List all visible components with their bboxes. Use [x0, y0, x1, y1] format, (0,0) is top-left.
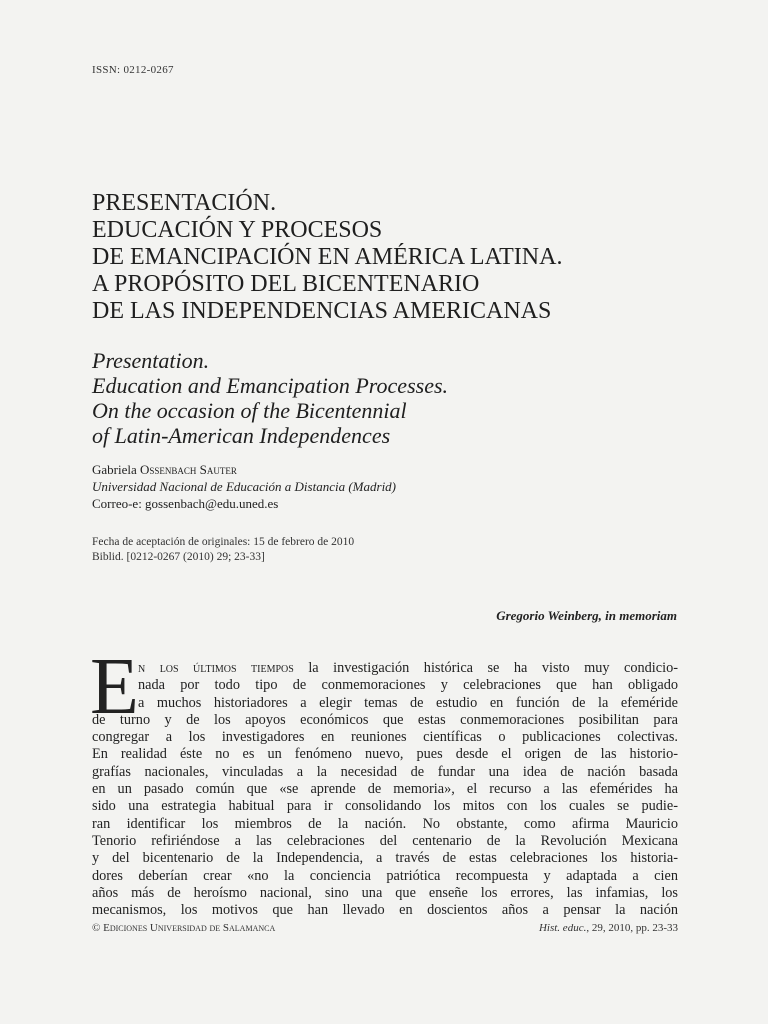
title-line: On the occasion of the Bicentennial: [92, 398, 407, 423]
body-line: congregar a los investigadores en reuniones científicas o publicaciones colectivas.: [92, 729, 678, 746]
body-line: En realidad éste no es un fenómeno nuevo, pues desde el origen de las historio-: [92, 746, 678, 763]
body-line: ran identificar los miembros de la nación. No obstante, como afirma Mauricio: [92, 815, 678, 832]
first-line-rest: la investigación histórica se ha visto muy condicio-: [293, 660, 678, 676]
author-email: Correo-e: gossenbach@edu.uned.es: [92, 496, 279, 511]
biblid: Biblid. [0212-0267 (2010) 29; 23-33]: [92, 551, 265, 563]
title-line: of Latin-American Independences: [92, 423, 391, 448]
body-line: en un pasado común que «se aprende de memoria», el recurso a las efemérides ha: [92, 781, 678, 798]
body-line: nada por todo tipo de conmemoraciones y celebraciones que han obligado: [138, 677, 678, 694]
author-surname: Ossenbach Sauter: [140, 462, 237, 477]
lead-smallcaps: n los últimos tiempos: [138, 660, 294, 676]
citation-details: , 29, 2010, pp. 23-33: [586, 922, 678, 934]
author-name: [92, 461, 396, 478]
body-line: grafías nacionales, vinculadas a la necesidad de fundar una idea de nación basada: [92, 763, 678, 780]
drop-cap: E: [90, 643, 139, 731]
title-line: EDUCACIÓN Y PROCESOS: [92, 217, 383, 243]
author-given-name: Gabriela: [92, 462, 137, 477]
title-line: A PROPÓSITO DEL BICENTENARIO: [92, 271, 480, 297]
journal-abbrev: Hist. educ.: [538, 922, 587, 934]
title-line: Education and Emancipation Processes.: [92, 373, 449, 398]
author-block: [92, 461, 396, 512]
article-title-spanish: [92, 190, 692, 325]
body-line: Tenorio refiriéndose a las celebraciones del centenario de la Revolución Mexicana: [92, 832, 678, 849]
author-affiliation: Universidad Nacional de Educación a Distancia (Madrid): [92, 479, 397, 494]
title-line: PRESENTACIÓN.: [92, 190, 277, 216]
title-line: Presentation.: [92, 348, 210, 373]
article-meta: [92, 535, 354, 565]
body-line: mecanismos, los motivos que han llevado en doscientos años a pensar la nación: [92, 902, 678, 919]
body-line: años más de heroísmo nacional, sino una que enseñe los errores, las infamias, los: [92, 884, 678, 901]
acceptance-date: Fecha de aceptación de originales: 15 de febrero de 2010: [92, 536, 355, 548]
title-line: DE LAS INDEPENDENCIAS AMERICANAS: [92, 298, 552, 324]
body-line: sido una estrategia habitual para ir consolidando los mitos con los cuales se pudie-: [92, 798, 678, 815]
body-line: de turno y de los apoyos económicos que estas conmemoraciones posibilitan para: [92, 711, 678, 728]
body-line: y del bicentenario de la Independencia, a través de estas celebraciones los historia-: [92, 850, 678, 867]
article-title-english: [92, 348, 692, 448]
title-line: DE EMANCIPACIÓN EN AMÉRICA LATINA.: [92, 244, 563, 270]
footer-copyright: © Ediciones Universidad de Salamanca: [92, 922, 276, 934]
issn-label: ISSN: 0212-0267: [92, 64, 174, 76]
dedication: Gregorio Weinberg, in memoriam: [496, 608, 677, 623]
body-line: [92, 660, 678, 677]
body-paragraph: [92, 660, 678, 919]
body-line: a muchos historiadores a elegir temas de estudio en función de la efeméride: [138, 694, 678, 711]
footer-citation: [539, 922, 678, 934]
body-line: dores deberían crear «no la conciencia patriótica recompuesta y adaptada a cien: [92, 867, 678, 884]
